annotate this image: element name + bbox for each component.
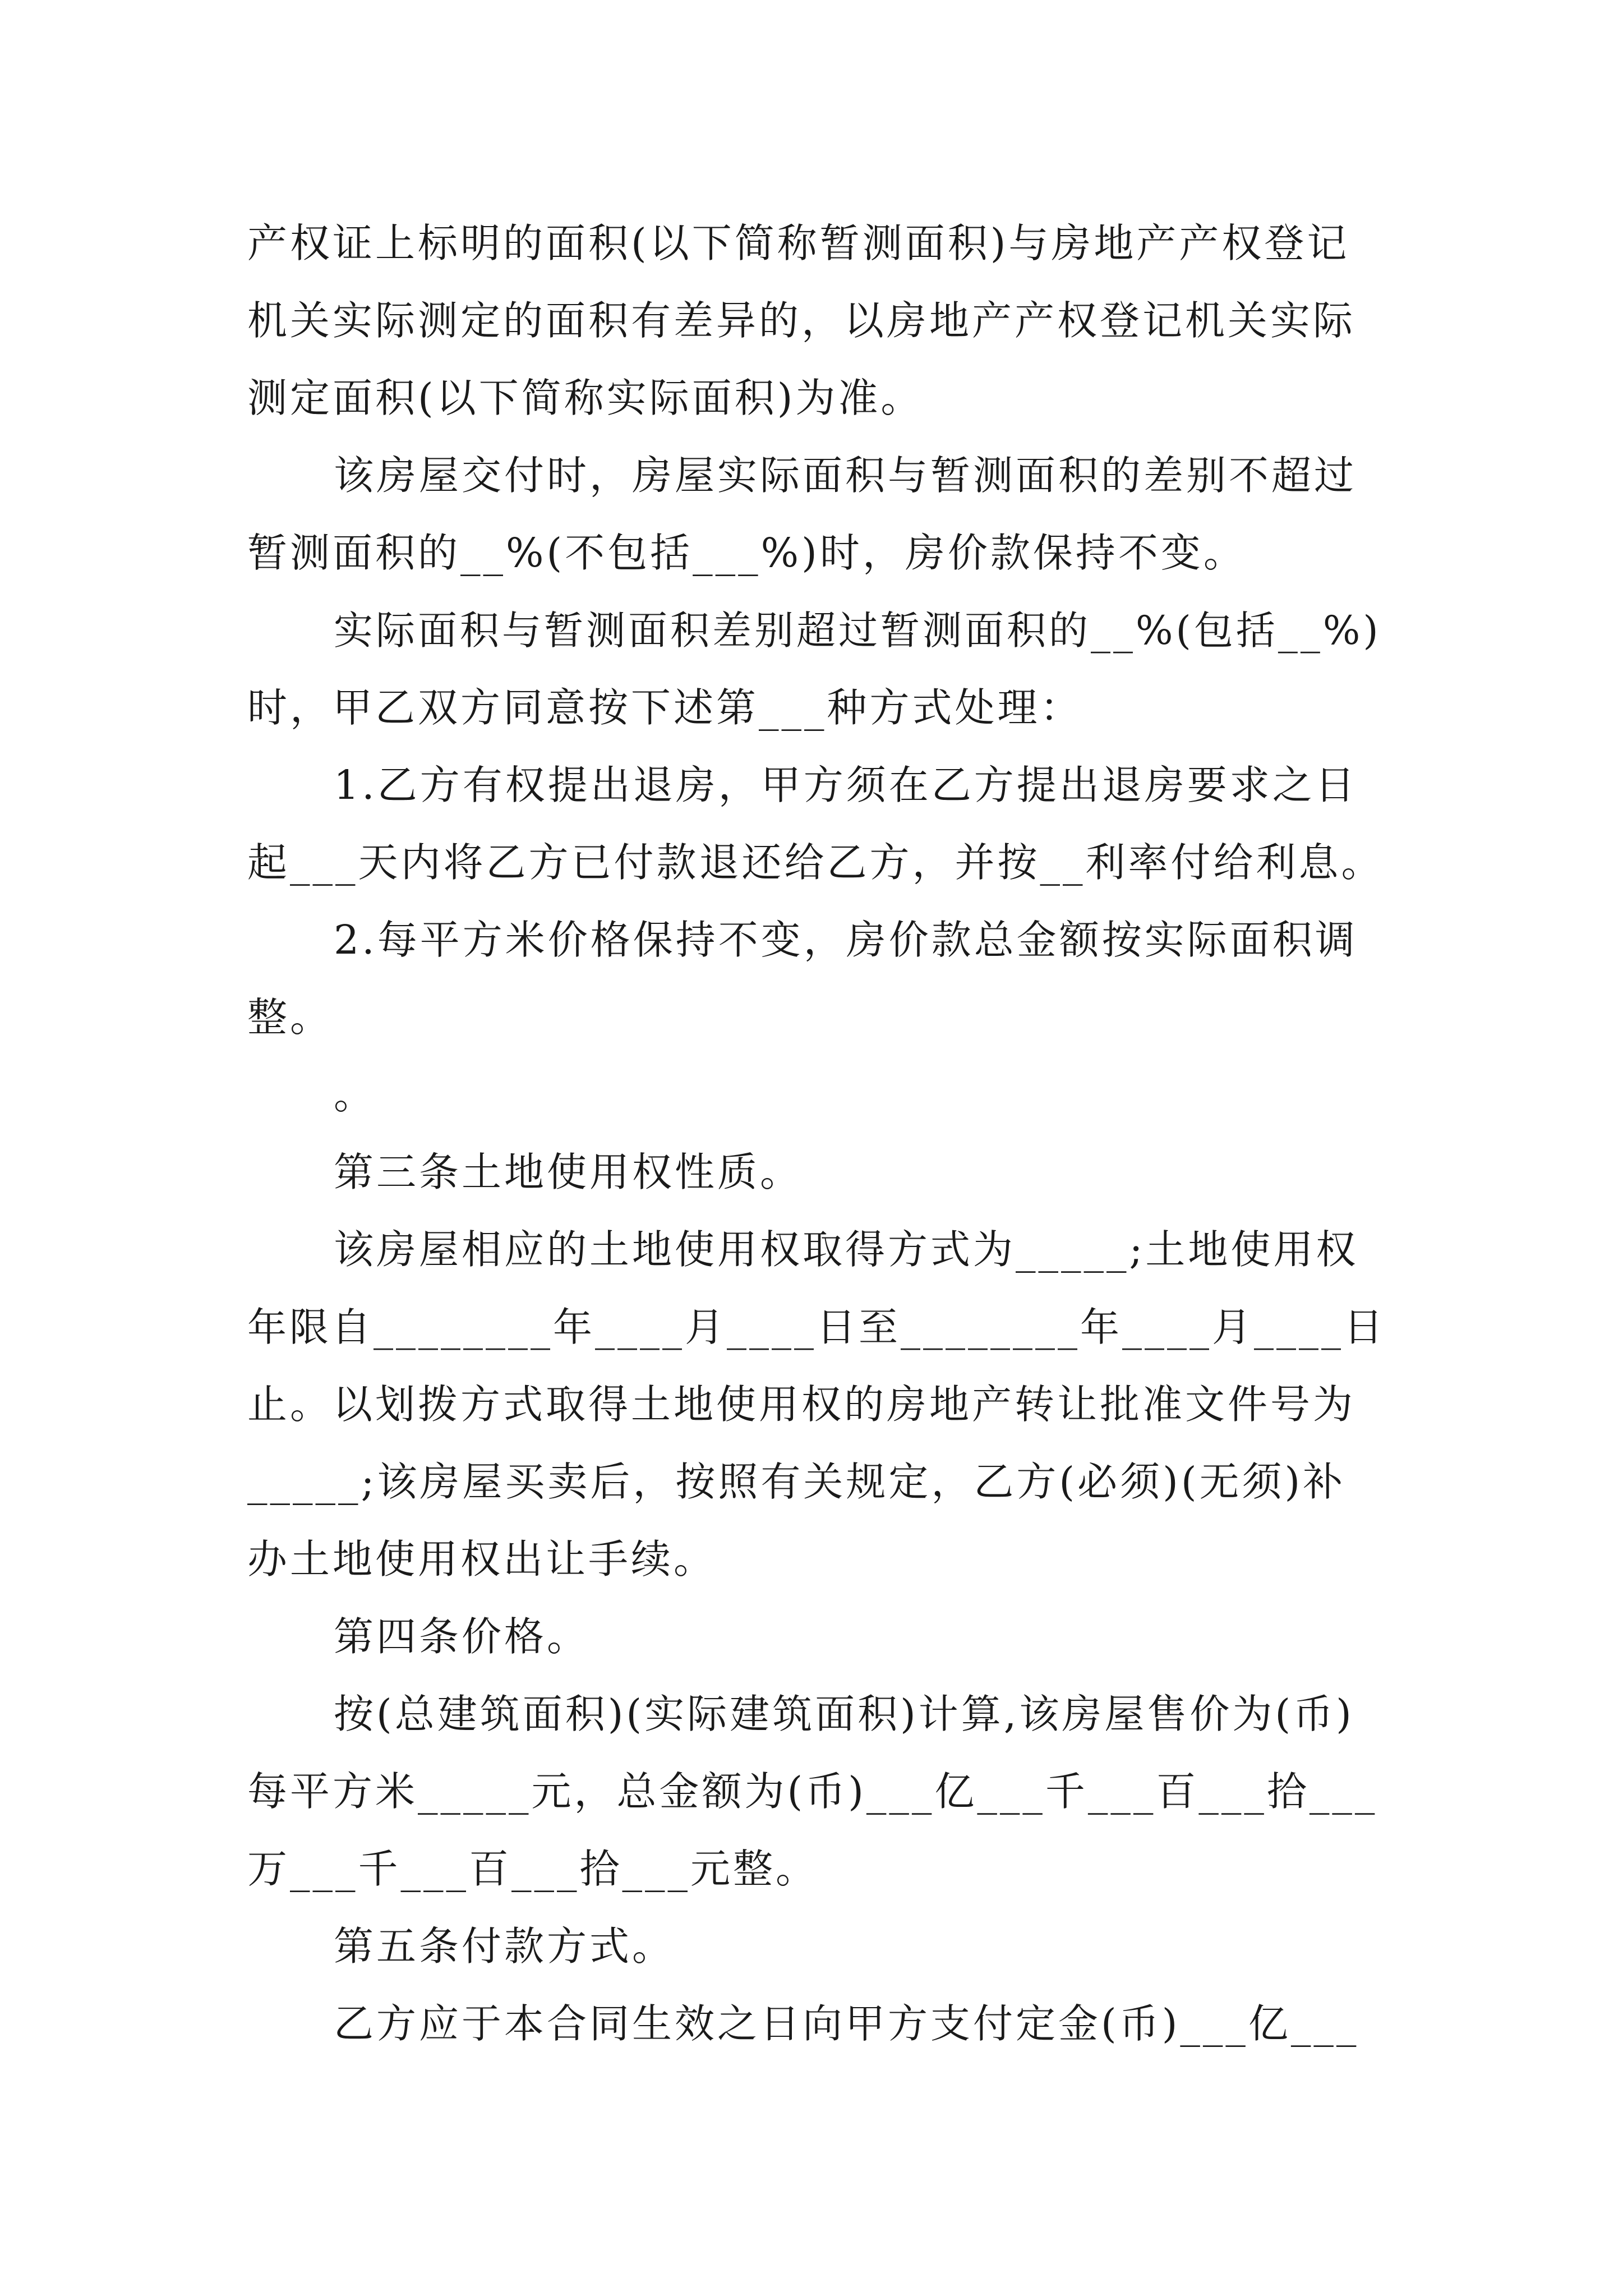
text-line: 该房屋交付时，房屋实际面积与暂测面积的差别不超过 (334, 452, 1357, 499)
text-line: 整。 (247, 994, 333, 1041)
text-line: 测定面积(以下简称实际面积)为准。 (247, 375, 924, 421)
text-line: 实际面积与暂测面积差别超过暂测面积的__%(包括__%) (334, 608, 1381, 654)
text-line: 年限自________年____月____日至________年____月____日 (247, 1304, 1386, 1350)
text-line: 起___天内将乙方已付款退还给乙方，并按__利率付给利息。 (247, 839, 1384, 886)
text-line: 2.每平方米价格保持不变，房价款总金额按实际面积调 (334, 917, 1358, 963)
text-line: 每平方米_____元，总金额为(币)___亿___千___百___拾___ (247, 1768, 1378, 1815)
section-heading: 第五条付款方式。 (334, 1923, 675, 1970)
text-line: 1.乙方有权提出退房，甲方须在乙方提出退房要求之日 (334, 762, 1358, 808)
text-line: 产权证上标明的面积(以下简称暂测面积)与房地产产权登记 (247, 220, 1350, 266)
text-line: 乙方应于本合同生效之日向甲方支付定金(币)___亿___ (334, 2000, 1359, 2047)
text-line: 按(总建筑面积)(实际建筑面积)计算,该房屋售价为(币) (334, 1691, 1354, 1737)
text-line: 止。以划拨方式取得土地使用权的房地产转让批准文件号为 (247, 1381, 1356, 1428)
text-line: 万___千___百___拾___元整。 (247, 1846, 819, 1892)
text-line: 暂测面积的__%(不包括___%)时，房价款保持不变。 (247, 530, 1246, 576)
text-line: 该房屋相应的土地使用权取得方式为_____;土地使用权 (334, 1226, 1359, 1273)
section-heading: 第三条土地使用权性质。 (334, 1149, 803, 1195)
text-line: 办土地使用权出让手续。 (247, 1536, 717, 1582)
text-line: 。 (334, 1071, 377, 1118)
text-line: _____;该房屋买卖后，按照有关规定，乙方(必须)(无须)补 (247, 1458, 1346, 1505)
section-heading: 第四条价格。 (334, 1613, 590, 1660)
text-line: 机关实际测定的面积有差异的，以房地产产权登记机关实际 (247, 297, 1356, 344)
text-line: 时，甲乙双方同意按下述第___种方式处理： (247, 684, 1083, 731)
